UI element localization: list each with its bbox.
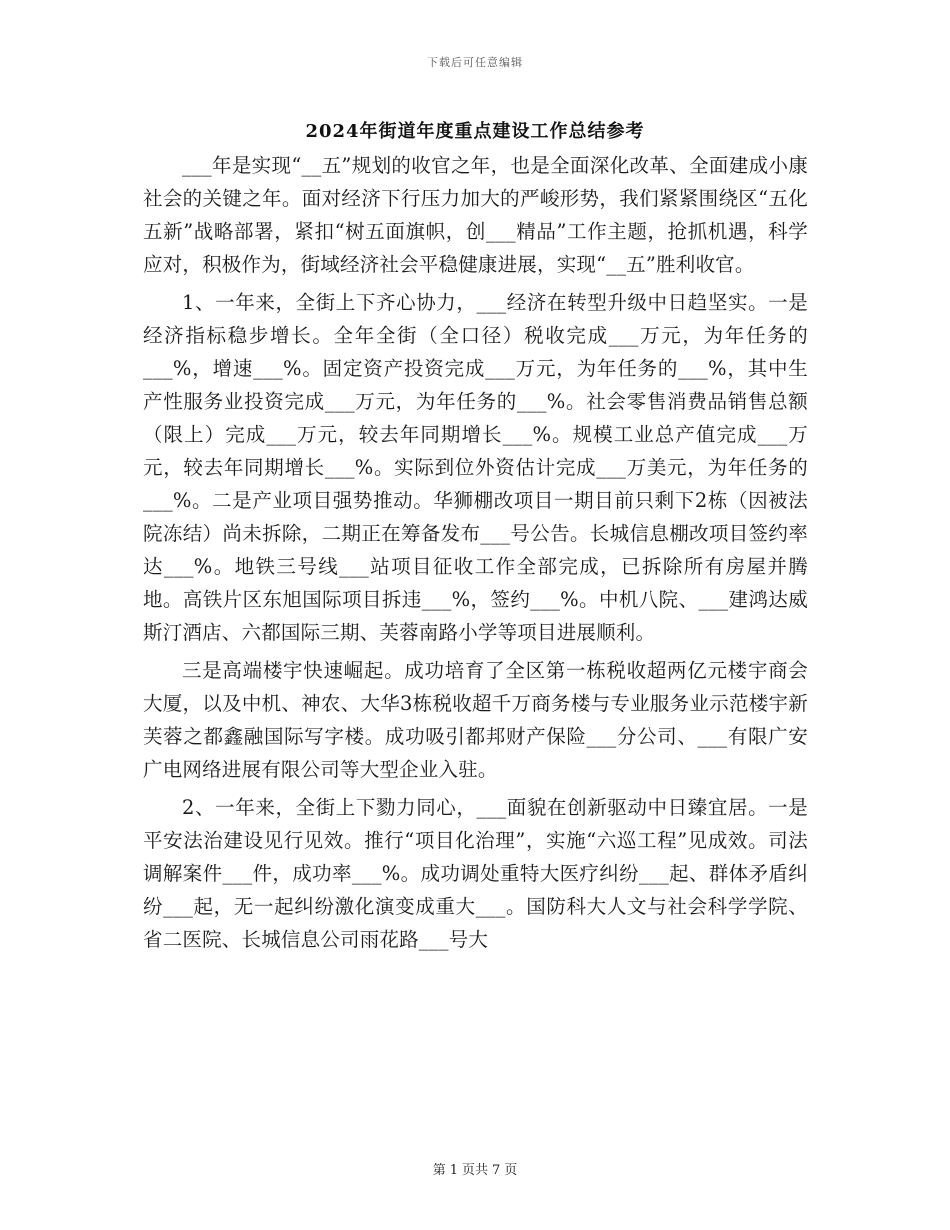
document-title: 2024年街道年度重点建设工作总结参考: [305, 121, 645, 142]
paragraph-economy: 1、一年来，全街上下齐心协力，___经济在转型升级中日趋坚实。一是经济指标稳步增长。全年全街（全口径）税收完成___万元，为年任务的___%，增速___%。固定资产投资完成___万元，为年任务的___%，其中生产性服务业投资完成___万元，为年任务的___%。社会零售消费品销售总额（限上）完成___万元，较去年同期增长___%。规模工业总产值完成___万元，较去年同期增长___%。实际到位外资估计完成___万美元，为年任务的___%。二是产业项目强势推动。华狮棚改项目一期目前只剩下2栋（因被法院冻结）尚未拆除，二期正在筹备发布___号公告。长城信息棚改项目签约率达___%。地铁三号线___站项目征收工作全部完成，已拆除所有房屋并腾地。高铁片区东旭国际项目拆违___%，签约___%。中机八院、___建鸿达威斯汀酒店、六都国际三期、芙蓉南路小学等项目进展顺利。: [143, 291, 808, 644]
page-number-suffix: 页: [504, 1163, 518, 1178]
paragraph-intro: ___年是实现“__五”规划的收官之年，也是全面深化改革、全面建成小康社会的关键之年。面对经济下行压力加大的严峻形势，我们紧紧围绕区“五化五新”战略部署，紧扣“树五面旗帜，创___精品”工作主题，抢抓机遇，科学应对，积极作为，街域经济社会平稳健康进展，实现“__五”胜利收官。: [143, 154, 808, 276]
paragraph-buildings: 三是高端楼宇快速崛起。成功培育了全区第一栋税收超两亿元楼宇商会大厦，以及中机、神农、大华3栋税收超千万商务楼与专业服务业示范楼宇新芙蓉之都鑫融国际写字楼。成功吸引都邦财产保险___分公司、___有限广安广电网络进展有限公司等大型企业入驻。: [143, 659, 808, 781]
page-number-prefix: 第: [432, 1163, 446, 1178]
page-number-total: 7: [492, 1163, 501, 1178]
page-number-middle: 页共: [461, 1163, 488, 1178]
page-footer: [0, 1159, 950, 1178]
page-number-current: 1: [449, 1163, 458, 1178]
paragraph-urban-appearance: 2、一年来，全街上下勠力同心，___面貌在创新驱动中日臻宜居。一是平安法治建设见行见效。推行“项目化治理”，实施“六巡工程”见成效。司法调解案件___件，成功率___%。成功调处重特大医疗纠纷___起、群体矛盾纠纷___起，无一起纠纷激化演变成重大___。国防科大人文与社会科学学院、省二医院、长城信息公司雨花路___号大: [143, 796, 808, 951]
page-header-note: 下载后可任意编辑: [427, 56, 523, 69]
document-body: [143, 149, 808, 961]
